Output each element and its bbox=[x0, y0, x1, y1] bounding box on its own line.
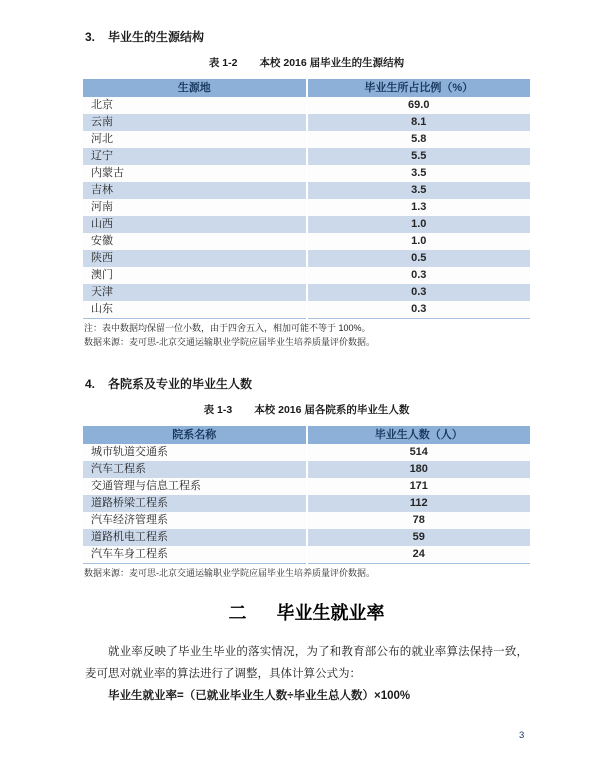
section-4-number: 4. bbox=[85, 377, 96, 391]
table-row bbox=[83, 461, 530, 478]
table-header-row bbox=[83, 426, 530, 444]
table-row bbox=[83, 114, 530, 131]
row-label: 云南 bbox=[83, 114, 307, 131]
table-row bbox=[83, 216, 530, 233]
row-label: 内蒙古 bbox=[83, 165, 307, 182]
row-label: 安徽 bbox=[83, 233, 307, 250]
section-3-heading bbox=[85, 30, 530, 45]
row-label: 北京 bbox=[83, 97, 307, 114]
table-row bbox=[83, 199, 530, 216]
table-row bbox=[83, 478, 530, 495]
table-1-3-col1-header: 院系名称 bbox=[83, 426, 307, 444]
page-number: 3 bbox=[519, 730, 525, 741]
chapter-2-heading bbox=[83, 602, 530, 626]
row-label: 澳门 bbox=[83, 267, 307, 284]
row-label: 辽宁 bbox=[83, 148, 307, 165]
table-1-3-caption-label: 表 1-3 bbox=[203, 404, 233, 416]
row-label: 汽车经济管理系 bbox=[83, 512, 307, 529]
table-row bbox=[83, 250, 530, 267]
row-label: 汽车工程系 bbox=[83, 461, 307, 478]
row-label: 交通管理与信息工程系 bbox=[83, 478, 307, 495]
table-1-2-caption bbox=[83, 57, 530, 70]
table-row bbox=[83, 267, 530, 284]
table-1-2-note-1: 注：表中数据均保留一位小数，由于四舍五入，相加可能不等于 100%。 bbox=[84, 323, 371, 333]
row-value: 5.5 bbox=[307, 148, 531, 165]
section-4-heading bbox=[85, 377, 530, 392]
table-1-3-caption-title: 本校 2016 届各院系的毕业生人数 bbox=[254, 404, 410, 416]
table-row bbox=[83, 495, 530, 512]
row-value: 5.8 bbox=[307, 131, 531, 148]
table-row bbox=[83, 284, 530, 301]
employment-formula: 毕业生就业率=（已就业毕业生人数÷毕业生总人数）×100% bbox=[108, 689, 411, 702]
employment-paragraph: 就业率反映了毕业生毕业的落实情况，为了和教育部公布的就业率算法保持一致，麦可思对就业率的算法进行了调整，具体计算公式为： bbox=[85, 645, 528, 680]
section-3-title: 毕业生的生源结构 bbox=[108, 30, 205, 44]
table-1-3-note: 数据来源：麦可思-北京交通运输职业学院应届毕业生培养质量评价数据。 bbox=[84, 568, 375, 578]
page-content bbox=[83, 30, 530, 707]
row-value: 0.3 bbox=[307, 267, 531, 284]
row-value: 69.0 bbox=[307, 97, 531, 114]
row-value: 1.0 bbox=[307, 233, 531, 250]
table-1-2 bbox=[83, 79, 530, 319]
row-value: 0.3 bbox=[307, 284, 531, 301]
row-value: 0.3 bbox=[307, 301, 531, 319]
table-1-3-col2-header: 毕业生人数（人） bbox=[307, 426, 531, 444]
table-1-2-header bbox=[83, 79, 530, 97]
row-label: 汽车车身工程系 bbox=[83, 546, 307, 564]
table-row bbox=[83, 182, 530, 199]
table-row bbox=[83, 233, 530, 250]
table-1-3 bbox=[83, 426, 530, 564]
table-row bbox=[83, 131, 530, 148]
row-label: 河南 bbox=[83, 199, 307, 216]
table-1-2-col1-header: 生源地 bbox=[83, 79, 307, 97]
row-value: 3.5 bbox=[307, 182, 531, 199]
row-value: 8.1 bbox=[307, 114, 531, 131]
row-value: 112 bbox=[307, 495, 531, 512]
row-value: 78 bbox=[307, 512, 531, 529]
row-value: 0.5 bbox=[307, 250, 531, 267]
table-1-2-col2-header: 毕业生所占比例（%） bbox=[307, 79, 531, 97]
table-1-3-body bbox=[83, 444, 530, 564]
table-1-3-caption bbox=[83, 404, 530, 417]
row-label: 天津 bbox=[83, 284, 307, 301]
row-label: 道路机电工程系 bbox=[83, 529, 307, 546]
table-1-3-header bbox=[83, 426, 530, 444]
table-row bbox=[83, 529, 530, 546]
table-row bbox=[83, 165, 530, 182]
row-label: 山西 bbox=[83, 216, 307, 233]
row-value: 24 bbox=[307, 546, 531, 564]
row-value: 1.0 bbox=[307, 216, 531, 233]
table-1-2-note-2: 数据来源：麦可思-北京交通运输职业学院应届毕业生培养质量评价数据。 bbox=[84, 336, 375, 347]
table-1-2-body bbox=[83, 97, 530, 319]
row-value: 3.5 bbox=[307, 165, 531, 182]
row-value: 514 bbox=[307, 444, 531, 461]
table-row bbox=[83, 512, 530, 529]
table-row bbox=[83, 301, 530, 319]
chapter-2-title: 毕业生就业率 bbox=[276, 602, 385, 624]
row-label: 山东 bbox=[83, 301, 307, 319]
table-row bbox=[83, 148, 530, 165]
table-1-2-caption-label: 表 1-2 bbox=[208, 57, 238, 69]
table-row bbox=[83, 97, 530, 114]
chapter-2-number: 二 bbox=[228, 602, 247, 624]
row-label: 城市轨道交通系 bbox=[83, 444, 307, 461]
section-4-title: 各院系及专业的毕业生人数 bbox=[108, 377, 253, 391]
table-header-row bbox=[83, 79, 530, 97]
table-row bbox=[83, 444, 530, 461]
row-label: 道路桥梁工程系 bbox=[83, 495, 307, 512]
row-value: 180 bbox=[307, 461, 531, 478]
table-1-2-caption-title: 本校 2016 届毕业生的生源结构 bbox=[259, 57, 405, 69]
table-row bbox=[83, 546, 530, 564]
row-label: 吉林 bbox=[83, 182, 307, 199]
row-value: 1.3 bbox=[307, 199, 531, 216]
row-label: 陕西 bbox=[83, 250, 307, 267]
row-value: 59 bbox=[307, 529, 531, 546]
row-value: 171 bbox=[307, 478, 531, 495]
row-label: 河北 bbox=[83, 131, 307, 148]
section-3-number: 3. bbox=[85, 30, 96, 44]
